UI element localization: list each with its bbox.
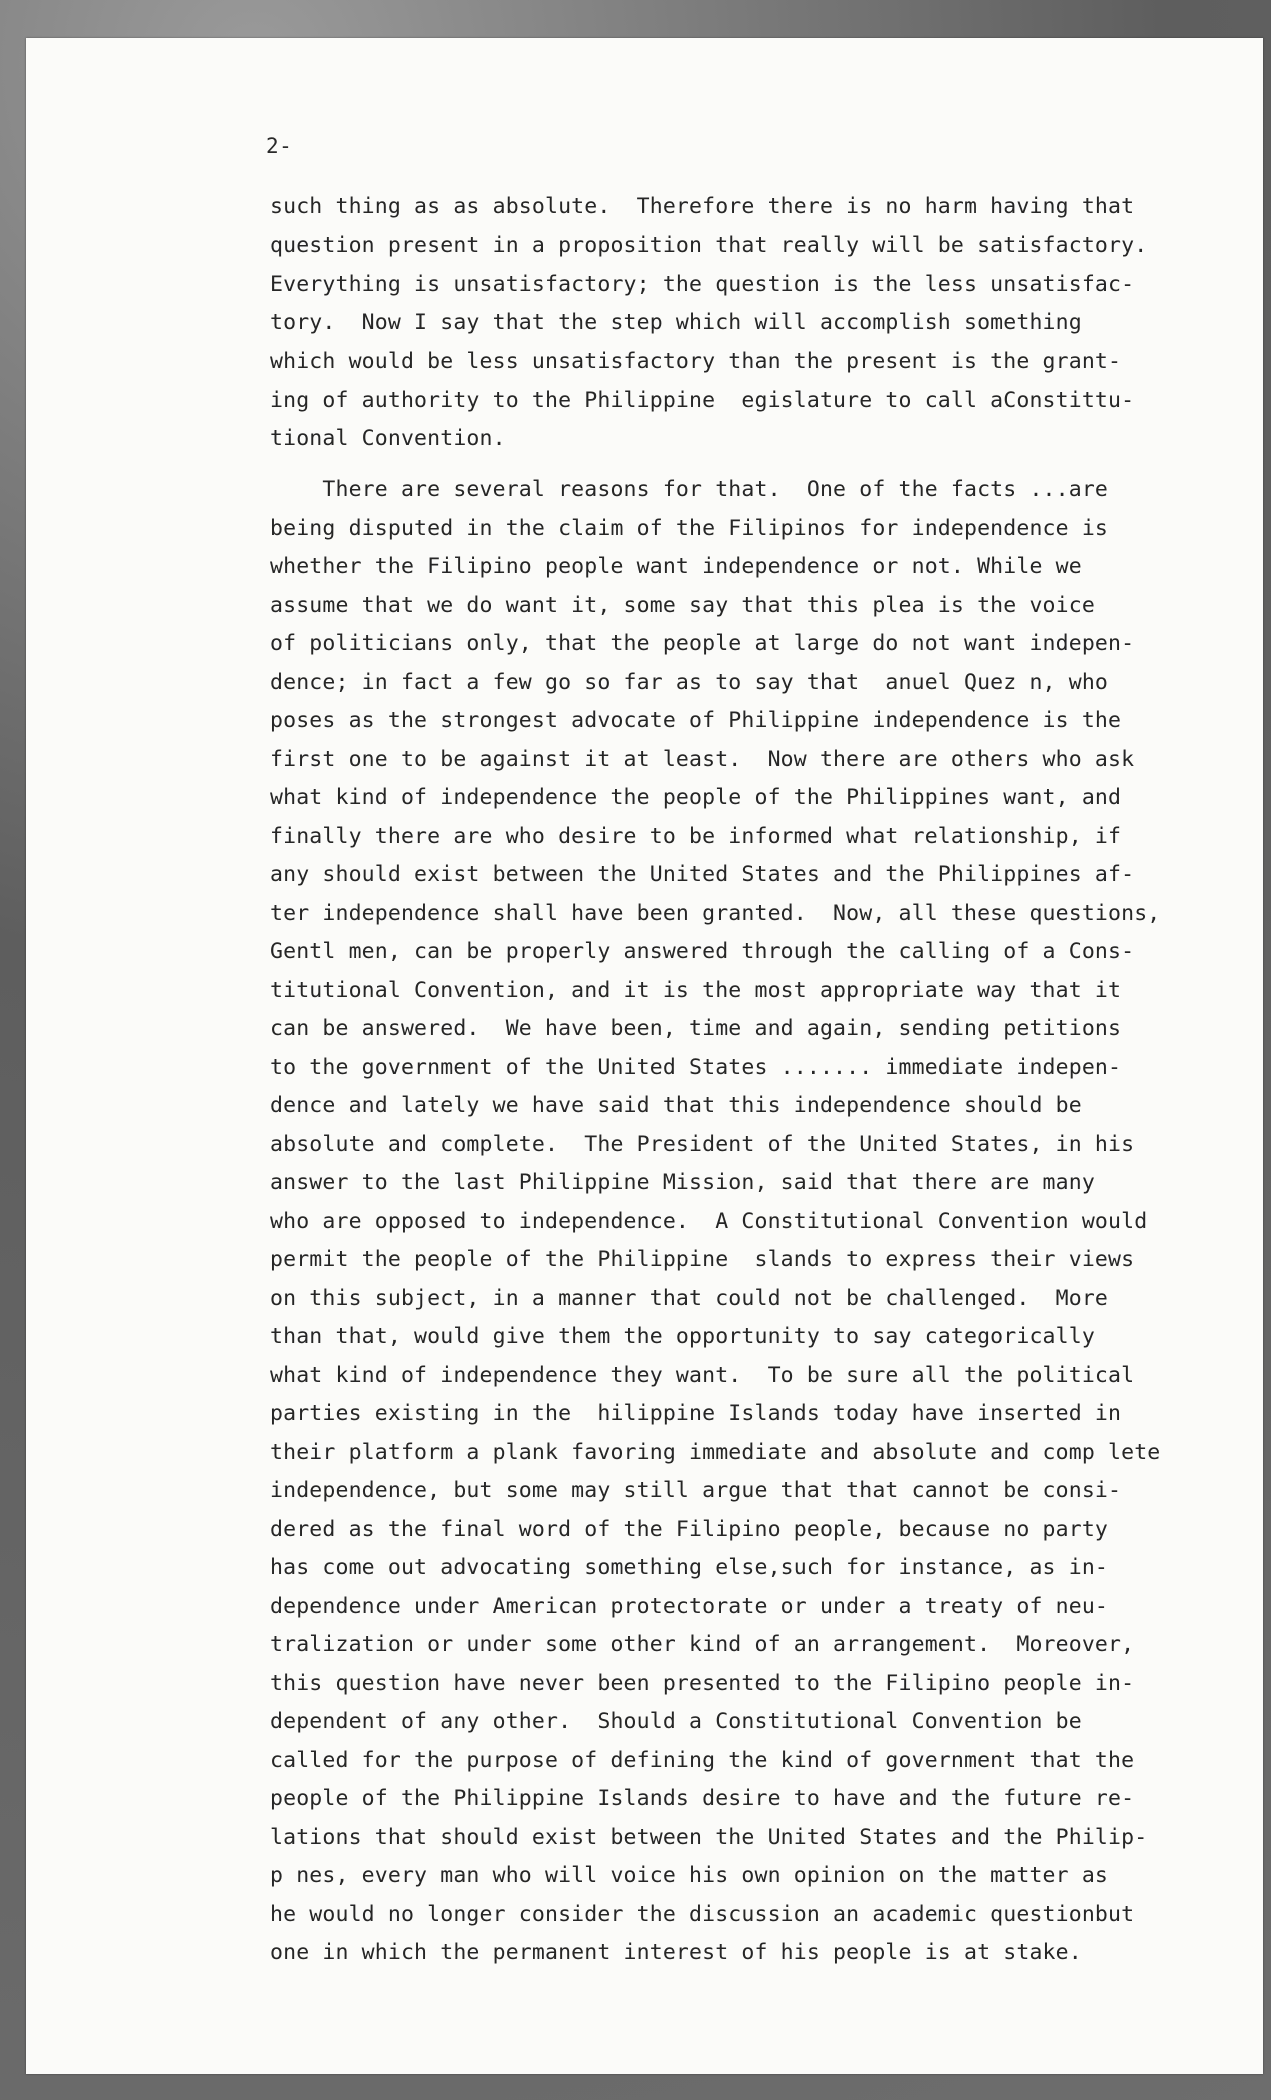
text-line: such thing as as absolute. Therefore there is no harm having that: [270, 194, 1135, 219]
text-line: ter independence shall have been granted. Now, all these questions,: [270, 901, 1161, 926]
text-line: first one to be against it at least. Now there are others who ask: [270, 747, 1135, 772]
text-line: what kind of independence they want. To be sure all the political: [270, 1363, 1135, 1388]
text-line: of politicians only, that the people at large do not want indepen-: [270, 631, 1135, 656]
text-line: whether the Filipino people want independence or not. While we: [270, 554, 1082, 579]
text-line: dependent of any other. Should a Constitutional Convention be: [270, 1709, 1082, 1734]
text-line: assume that we do want it, some say that this plea is the voice: [270, 593, 1095, 618]
text-line: parties existing in the hilippine Islands today have inserted in: [270, 1401, 1122, 1426]
text-line: answer to the last Philippine Mission, said that there are many: [270, 1170, 1095, 1195]
text-line: what kind of independence the people of the Philippines want, and: [270, 785, 1122, 810]
text-line: their platform a plank favoring immediate and absolute and comp lete: [270, 1440, 1161, 1465]
text-line: ing of authority to the Philippine egislature to call aConstittu-: [270, 388, 1135, 413]
text-line: dence and lately we have said that this independence should be: [270, 1093, 1082, 1118]
text-line: finally there are who desire to be informed what relationship, if: [270, 824, 1122, 849]
text-line: being disputed in the claim of the Filipinos for independence is: [270, 516, 1109, 541]
text-line: any should exist between the United States and the Philippines af-: [270, 862, 1135, 887]
text-line: called for the purpose of defining the kind of government that the: [270, 1748, 1135, 1773]
text-line: he would no longer consider the discussion an academic questionbut: [270, 1902, 1135, 1927]
text-line: dependence under American protectorate or under a treaty of neu-: [270, 1594, 1109, 1619]
text-line: tional Convention.: [270, 426, 506, 451]
text-line: independence, but some may still argue that that cannot be consi-: [270, 1478, 1122, 1503]
text-line: permit the people of the Philippine slands to express their views: [270, 1247, 1135, 1272]
text-line: can be answered. We have been, time and again, sending petitions: [270, 1016, 1122, 1041]
text-line: Gentl men, can be properly answered through the calling of a Cons-: [270, 939, 1135, 964]
text-line: to the government of the United States ....... immediate indepen-: [270, 1055, 1122, 1080]
text-line: Everything is unsatisfactory; the question is the less unsatisfac-: [270, 272, 1135, 297]
text-line: tory. Now I say that the step which will accomplish something: [270, 310, 1082, 335]
text-line: people of the Philippine Islands desire to have and the future re-: [270, 1786, 1135, 1811]
page-number: 2-: [266, 134, 293, 158]
text-line: which would be less unsatisfactory than the present is the grant-: [270, 349, 1122, 374]
text-line: dered as the final word of the Filipino people, because no party: [270, 1517, 1109, 1542]
text-line: poses as the strongest advocate of Philippine independence is the: [270, 708, 1122, 733]
text-line: who are opposed to independence. A Constitutional Convention would: [270, 1209, 1148, 1234]
text-line: has come out advocating something else,such for instance, as in-: [270, 1555, 1109, 1580]
text-line: tralization or under some other kind of an arrangement. Moreover,: [270, 1632, 1135, 1657]
text-line: than that, would give them the opportunity to say categorically: [270, 1324, 1095, 1349]
text-line: dence; in fact a few go so far as to say that anuel Quez n, who: [270, 670, 1109, 695]
text-line: on this subject, in a manner that could not be challenged. More: [270, 1286, 1109, 1311]
text-line: one in which the permanent interest of his people is at stake.: [270, 1940, 1082, 1965]
text-line: question present in a proposition that really will be satisfactory.: [270, 233, 1148, 258]
text-line: There are several reasons for that. One of the facts ...are: [270, 477, 1109, 502]
text-line: absolute and complete. The President of the United States, in his: [270, 1132, 1135, 1157]
text-line: this question have never been presented to the Filipino people in-: [270, 1671, 1135, 1696]
text-line: lations that should exist between the United States and the Philip-: [270, 1825, 1148, 1850]
text-line: p nes, every man who will voice his own opinion on the matter as: [270, 1863, 1109, 1888]
text-line: titutional Convention, and it is the most appropriate way that it: [270, 978, 1122, 1003]
